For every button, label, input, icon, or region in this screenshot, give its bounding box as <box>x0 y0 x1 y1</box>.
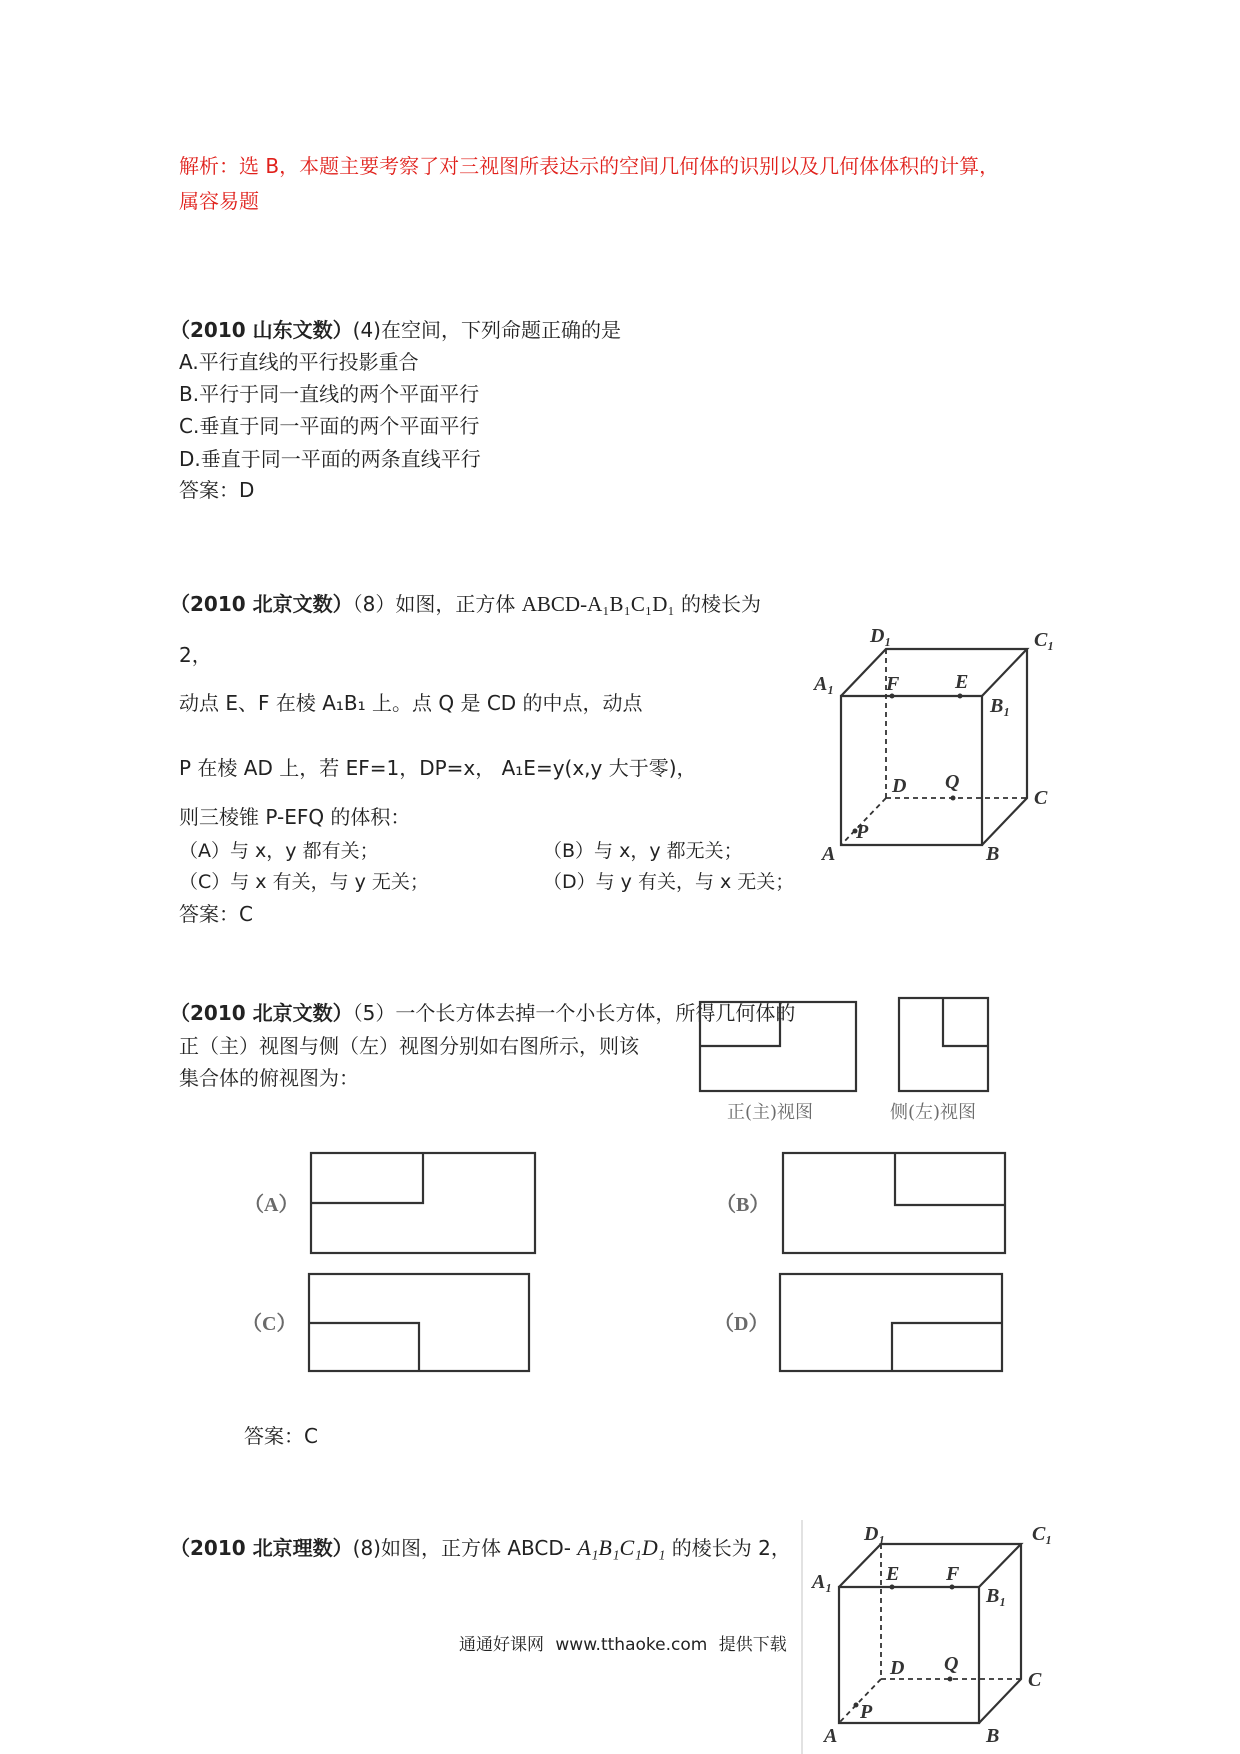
cube1-label-a: A <box>822 843 836 865</box>
q1-option-d: D.垂直于同一平面的两条直线平行 <box>179 447 481 471</box>
cube2-label-f: F <box>946 1563 960 1585</box>
q3-line-1: 正（主）视图与侧（左）视图分别如右图所示，则该 <box>179 1034 639 1058</box>
q2-line-3: P 在棱 AD 上，若 EF=1，DP=x， A₁E=y(x,y 大于零)， <box>179 756 697 780</box>
q1-stem: (4)在空间，下列命题正确的是 <box>352 318 621 342</box>
cube2-point-q <box>948 1677 953 1682</box>
choice-a-inner-edge <box>311 1153 423 1203</box>
cube1-label-b: B <box>986 843 1000 865</box>
cube2-label-q: Q <box>944 1653 959 1675</box>
cube1-label-d1: D₁ <box>870 625 892 647</box>
q1-source: （2010 山东文数） <box>170 318 353 342</box>
choice-b-inner-edge <box>895 1153 1005 1205</box>
q1-option-b: B.平行于同一直线的两个平面平行 <box>179 382 480 406</box>
q4-source: （2010 北京理数） <box>170 1536 353 1560</box>
q4-stem-line <box>170 1535 791 1561</box>
q3-source: （2010 北京文数） <box>170 1001 353 1025</box>
side-view-inner-edge <box>943 998 988 1046</box>
cube1-point-e <box>958 694 963 699</box>
side-view-label: 侧(左)视图 <box>890 1102 977 1123</box>
q2-option-b: （B）与 x，y 都无关； <box>543 840 743 862</box>
q4-stem-pre: (8)如图，正方体 ABCD- <box>352 1536 578 1560</box>
cube1-label-b1: B₁ <box>990 695 1011 717</box>
cube2-label-e: E <box>886 1563 900 1585</box>
q3-stem: （5）一个长方体去掉一个小长方体，所得几何体的 <box>352 1001 796 1025</box>
cube2-label-a1: A₁ <box>812 1571 833 1593</box>
cube2-label-b1: B₁ <box>986 1585 1007 1607</box>
q2-option-a: （A）与 x，y 都有关； <box>179 840 379 862</box>
cube1-point-q <box>951 796 956 801</box>
q1-stem-line <box>170 317 621 343</box>
q1-option-c: C.垂直于同一平面的两个平面平行 <box>179 414 480 438</box>
analysis-line-1: 解析：选 B，本题主要考察了对三视图所表达示的空间几何体的识别以及几何体体积的计算， <box>179 154 1000 178</box>
cube2-point-p <box>854 1703 859 1708</box>
q2-option-d: （D）与 y 有关，与 x 无关； <box>543 871 795 893</box>
cube2-label-d1: D₁ <box>864 1523 886 1545</box>
cube-figure-1 <box>800 620 1065 870</box>
cube2-top-face <box>839 1544 1021 1587</box>
top-view-choices <box>300 1145 1015 1380</box>
cube2-label-c: C <box>1028 1669 1042 1691</box>
analysis-line-2: 属容易题 <box>179 189 259 213</box>
cube2-label-c1: C₁ <box>1032 1523 1053 1545</box>
q2-stem-line <box>170 591 761 617</box>
cube1-label-e: E <box>955 671 969 693</box>
cube2-right-face <box>979 1544 1021 1723</box>
cube1-top-face <box>841 649 1027 696</box>
cube1-label-c1: C₁ <box>1034 629 1055 651</box>
cube-figure-2 <box>800 1520 1065 1754</box>
choice-c-inner-edge <box>309 1323 419 1371</box>
cube2-label-a: A <box>824 1725 838 1747</box>
q1-option-a: A.平行直线的平行投影重合 <box>179 350 419 374</box>
choice-c-label: （C） <box>242 1313 297 1335</box>
cube1-label-a1: A₁ <box>814 673 835 695</box>
q2-option-c: （C）与 x 有关，与 y 无关； <box>179 871 429 893</box>
q1-answer: 答案：D <box>179 478 255 502</box>
cube2-label-p: P <box>860 1701 873 1723</box>
front-view-inner-edge <box>700 1002 780 1046</box>
cube2-point-f <box>950 1585 955 1590</box>
q2-line-2: 动点 E、F 在棱 A₁B₁ 上。点 Q 是 CD 的中点，动点 <box>179 691 643 715</box>
cube1-label-c: C <box>1034 787 1048 809</box>
three-view-figures <box>690 990 1000 1100</box>
choice-d-label: （D） <box>714 1313 769 1335</box>
cube2-label-d: D <box>890 1657 905 1679</box>
choice-b-label: （B） <box>716 1194 770 1216</box>
q3-answer: 答案：C <box>244 1424 318 1448</box>
cube1-label-p: P <box>856 821 869 843</box>
q4-stem-post: 的棱长为 2， <box>665 1536 791 1560</box>
cube1-right-face <box>982 649 1027 845</box>
front-view-label: 正(主)视图 <box>727 1102 814 1123</box>
q2-answer: 答案：C <box>179 902 253 926</box>
q2-stem-pre: （8）如图，正方体 <box>352 592 522 616</box>
q2-stem-math: ABCD-A₁B₁C₁D₁ <box>521 592 675 616</box>
choice-a-label: （A） <box>244 1194 299 1216</box>
cube2-point-e <box>890 1585 895 1590</box>
cube2-label-b: B <box>986 1725 1000 1747</box>
cube1-label-d: D <box>892 775 907 797</box>
q2-line-4: 则三棱锥 P-EFQ 的体积： <box>179 805 411 829</box>
q3-line-2: 集合体的俯视图为： <box>179 1066 359 1090</box>
cube1-label-q: Q <box>945 771 960 793</box>
choice-d-inner-edge <box>892 1323 1002 1371</box>
footer-text: 通通好课网 www.tthaoke.com 提供下载 <box>459 1635 787 1655</box>
cube1-label-f: F <box>886 673 900 695</box>
q2-source: （2010 北京文数） <box>170 592 353 616</box>
q2-line-1: 2， <box>179 643 212 667</box>
q2-stem-post: 的棱长为 <box>674 592 762 616</box>
q4-stem-math: A₁B₁C₁D₁ <box>577 1535 666 1560</box>
